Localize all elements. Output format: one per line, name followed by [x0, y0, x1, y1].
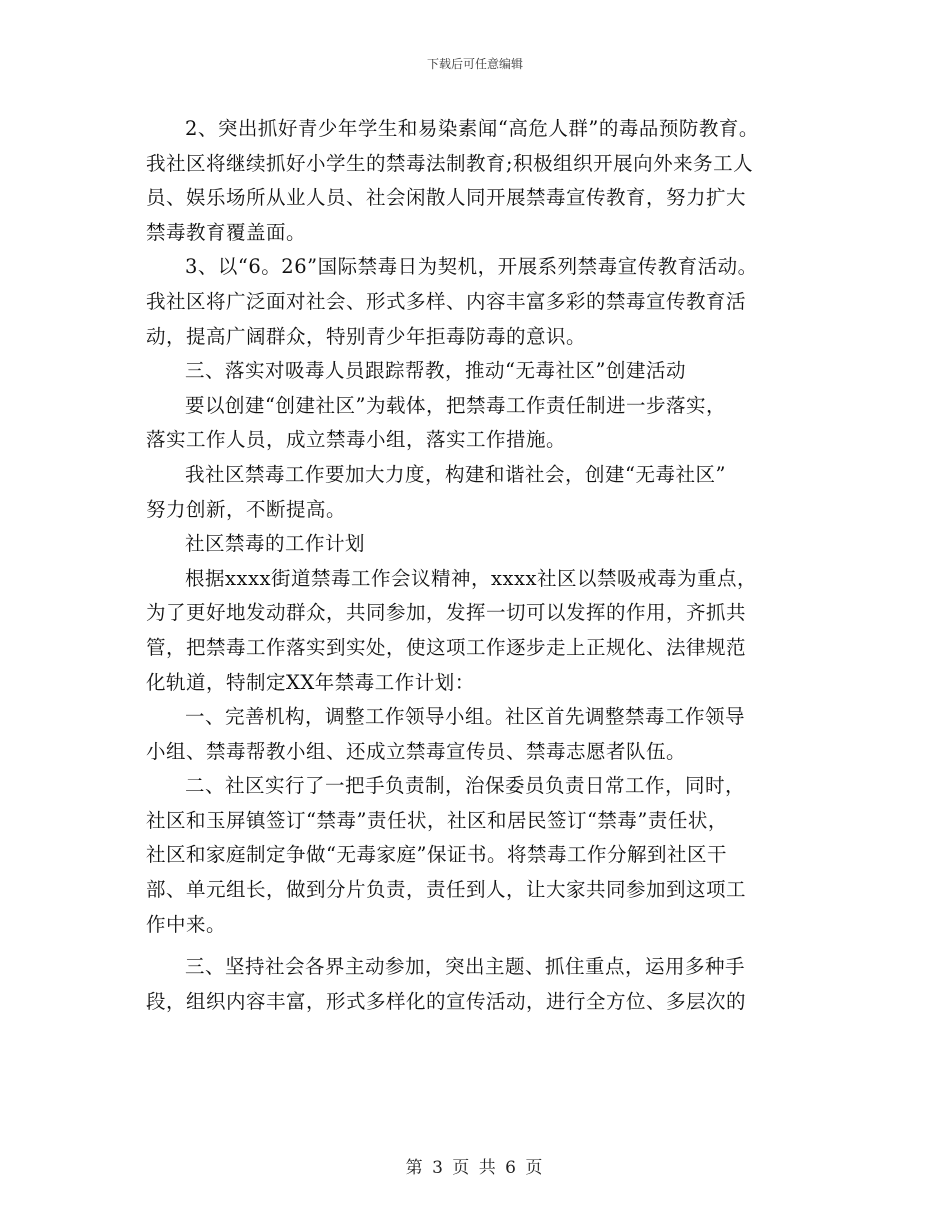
paragraph-line: 努力创新，不断提高。: [146, 497, 347, 521]
header-note: 下载后可任意编辑: [426, 57, 523, 71]
document-title: 社区禁毒的工作计划: [185, 532, 366, 556]
paragraph-line: 动，提高广阔群众，特别青少年拒毒防毒的意识。: [146, 324, 587, 348]
paragraph-line: 化轨道，特制定XX年禁毒工作计划：: [146, 670, 475, 694]
paragraph-line: 根据xxxx街道禁毒工作会议精神，xxxx社区以禁吸戒毒为重点，: [185, 566, 757, 590]
page-number: 第 3 页 共 6 页: [405, 1158, 545, 1178]
paragraph-line: 小组、禁毒帮教小组、还成立禁毒宣传员、禁毒志愿者队伍。: [146, 739, 687, 763]
paragraph-line: 落实工作人员，成立禁毒小组，落实工作措施。: [146, 428, 567, 452]
paragraph-line: 我社区禁毒工作要加大力度，构建和谐社会，创建“无毒社区”: [185, 462, 726, 486]
paragraph-line: 员、娱乐场所从业人员、社会闲散人同开展禁毒宣传教育，努力扩大: [146, 186, 747, 210]
paragraph-line: 二、社区实行了一把手负责制，治保委员负责日常工作，同时，: [185, 774, 746, 798]
document-body: [146, 112, 810, 1019]
paragraph-line: 一、完善机构，调整工作领导小组。社区首先调整禁毒工作领导: [185, 705, 746, 729]
paragraph-line: 为了更好地发动群众，共同参加，发挥一切可以发挥的作用，齐抓共: [146, 601, 747, 625]
paragraph-line: 段，组织内容丰富，形式多样化的宣传活动，进行全方位、多层次的: [146, 989, 747, 1013]
paragraph-line: 2、突出抓好青少年学生和易染素闻“高危人群”的毒品预防教育。: [185, 117, 759, 140]
paragraph-line: 3、以“6。26”国际禁毒日为契机，开展系列禁毒宣传教育活动。: [185, 255, 758, 279]
paragraph-line: 社区和家庭制定争做“无毒家庭”保证书。将禁毒工作分解到社区干: [146, 843, 727, 867]
paragraph-line: 禁毒教育覆盖面。: [146, 220, 307, 244]
section-heading: 三、落实对吸毒人员跟踪帮教，推动“无毒社区”创建活动: [185, 359, 686, 383]
paragraph-line: 要以创建“创建社区”为载体，把禁毒工作责任制进一步落实，: [185, 393, 726, 417]
paragraph-line: 管，把禁毒工作落实到实处，使这项工作逐步走上正规化、法律规范: [146, 635, 747, 659]
paragraph-gap: [146, 942, 810, 950]
paragraph-line: 社区和玉屏镇签订“禁毒”责任状，社区和居民签订“禁毒”责任状，: [146, 808, 728, 832]
paragraph-line: 部、单元组长，做到分片负责，责任到人，让大家共同参加到这项工: [146, 878, 747, 902]
paragraph-line: 三、坚持社会各界主动参加，突出主题、抓住重点，运用多种手: [185, 955, 746, 979]
paragraph-line: 我社区将继续抓好小学生的禁毒法制教育;积极组织开展向外来务工人: [146, 151, 754, 175]
paragraph-line: 我社区将广泛面对社会、形式多样、内容丰富多彩的禁毒宣传教育活: [146, 289, 747, 313]
paragraph-line: 作中来。: [146, 912, 227, 936]
